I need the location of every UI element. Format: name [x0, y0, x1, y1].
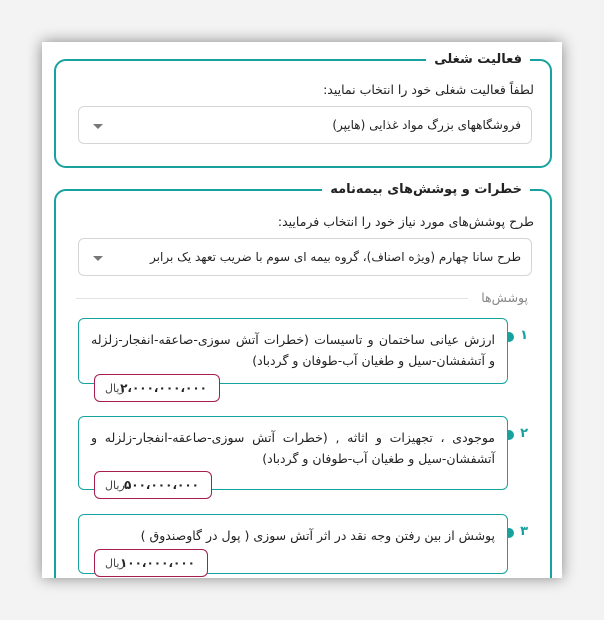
chevron-down-icon: [93, 256, 103, 261]
coverage-amount-unit: ریال: [105, 382, 125, 395]
coverage-item-description: موجودی ، تجهیزات و اثاثه , (خطرات آتش سوزی-صاعقه-انفجار-زلزله و آتشفشان-سيل و طغيان آب-طوفان و گردباد): [91, 430, 495, 466]
coverage-amount-badge: [94, 549, 208, 577]
coverage-plan-selected: طرح سانا چهارم (ویژه اصناف)، گروه بیمه ای سوم با ضریب تعهد یک برابر: [150, 250, 521, 264]
coverage-amount-badge: [94, 471, 212, 499]
business-activity-prompt: لطفاً فعالیت شغلی خود را انتخاب نمایید:: [323, 82, 534, 97]
coverage-item-description: پوشش از بین رفتن وجه نقد در اثر آتش سوزی ( پول در گاوصندوق ): [140, 528, 495, 543]
coverage-amount-unit: ریال: [105, 557, 125, 570]
business-activity-legend: فعالیت شغلی: [434, 52, 522, 67]
coverage-item-number: ۳: [520, 524, 528, 539]
coverage-legend: خطرات و پوشش‌های بیمه‌نامه: [330, 182, 522, 197]
business-activity-selected: فروشگاههای بزرگ مواد غذایی (هایپر): [332, 118, 521, 132]
coverage-item-description: ارزش عيانی ساختمان و تاسيسات (خطرات آتش سوزی-صاعقه-انفجار-زلزله و آتشفشان-سيل و طغيان آب-طوفان و گردباد): [91, 332, 495, 368]
coverage-plan-select[interactable]: [78, 238, 532, 276]
coverage-item-number: ۲: [520, 426, 528, 441]
coverage-amount: ۱۰۰،۰۰۰،۰۰۰: [119, 556, 195, 570]
coverage-amount-badge: [94, 374, 220, 402]
coverages-label: پوشش‌ها: [481, 290, 528, 305]
business-activity-select[interactable]: [78, 106, 532, 144]
coverage-amount: ۲،۰۰۰،۰۰۰،۰۰۰: [120, 381, 207, 395]
coverage-amount: ۵۰۰،۰۰۰،۰۰۰: [123, 478, 199, 492]
coverage-plan-prompt: طرح پوشش‌های مورد نیاز خود را انتخاب فرمایید:: [277, 214, 534, 229]
coverages-divider: [76, 298, 468, 299]
insurance-form: [42, 42, 562, 578]
chevron-down-icon: [93, 124, 103, 129]
coverage-item-number: ۱: [520, 328, 528, 343]
coverage-amount-unit: ریال: [105, 479, 125, 492]
